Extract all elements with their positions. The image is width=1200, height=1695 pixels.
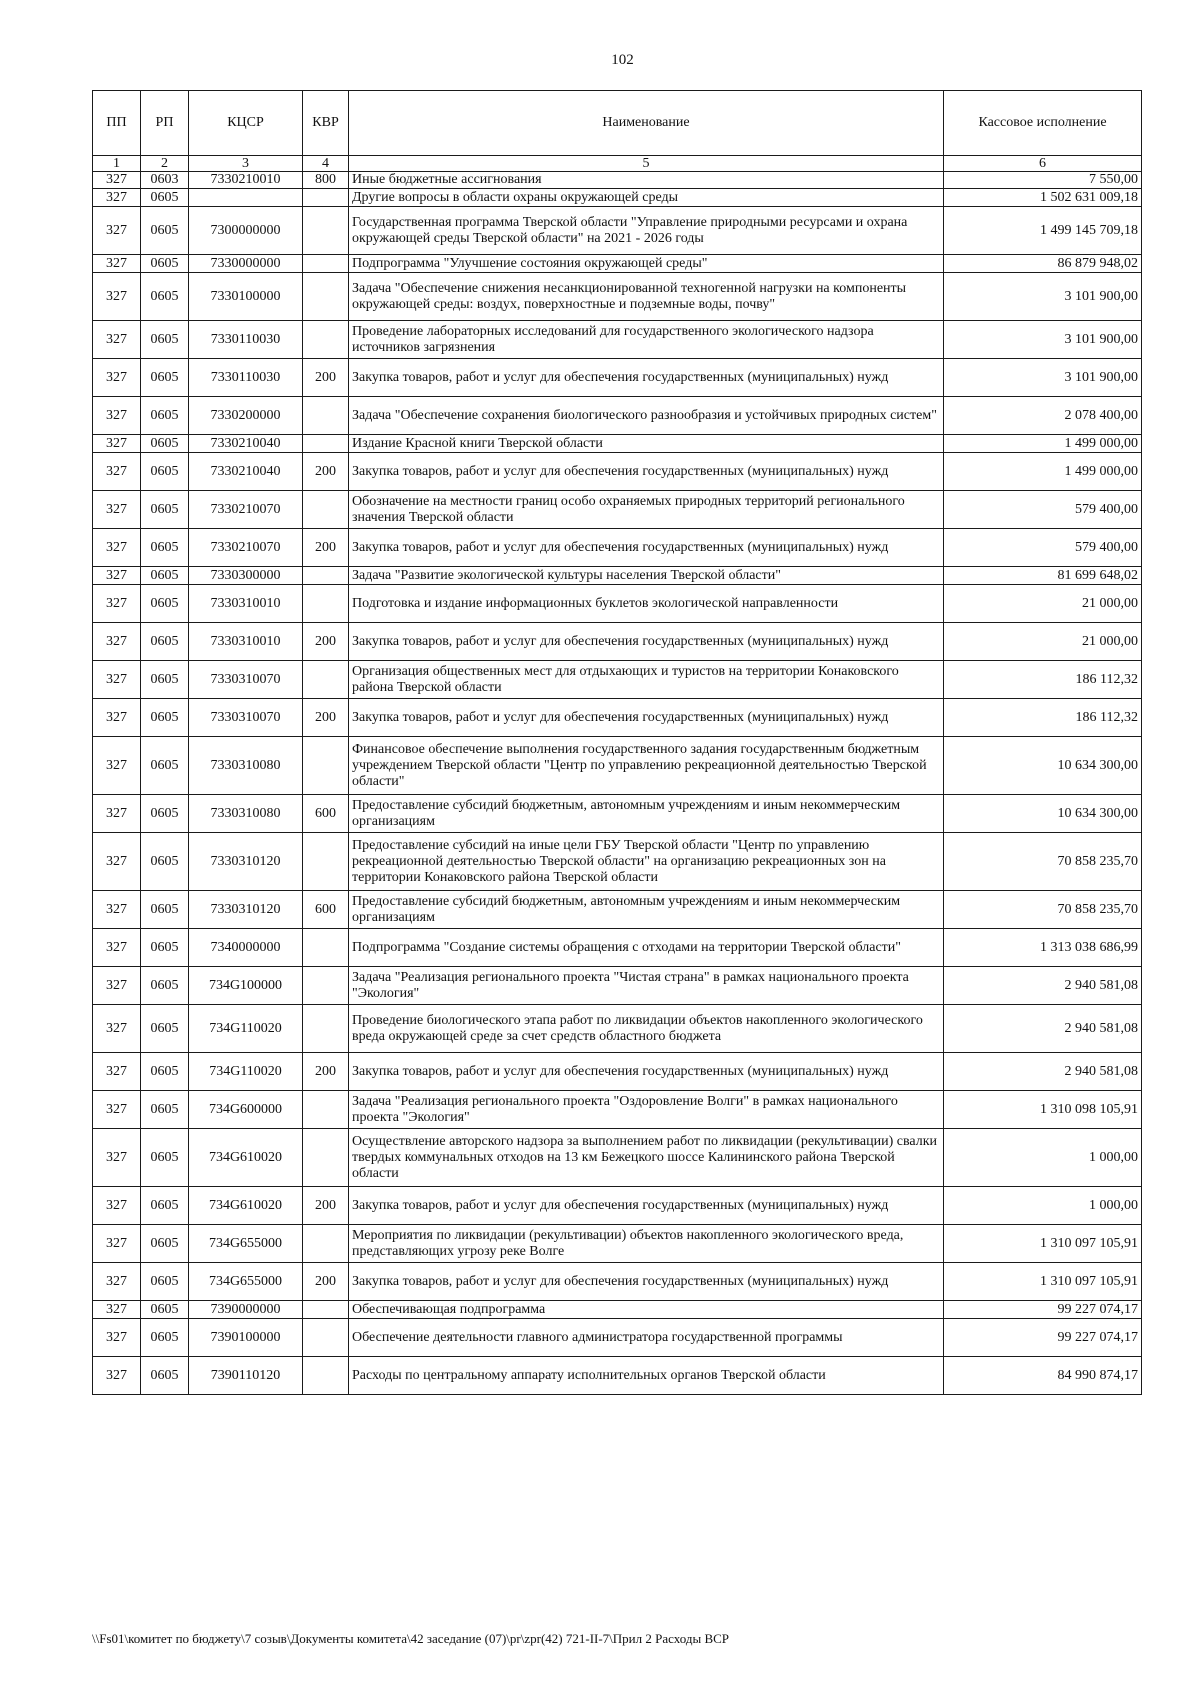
- cell-rp: 0605: [141, 1091, 189, 1129]
- cell-rp: 0605: [141, 567, 189, 585]
- cell-kvr: 200: [303, 1187, 349, 1225]
- cell-name: Закупка товаров, работ и услуг для обеспечения государственных (муниципальных) нужд: [349, 453, 944, 491]
- cell-name: Задача "Развитие экологической культуры населения Тверской области": [349, 567, 944, 585]
- cell-kvr: [303, 661, 349, 699]
- cell-kcsr: 7330300000: [189, 567, 303, 585]
- cell-amount: 1 499 000,00: [944, 435, 1142, 453]
- cell-kcsr: 7330310070: [189, 699, 303, 737]
- cell-amount: 21 000,00: [944, 623, 1142, 661]
- cell-ppp: 327: [93, 172, 141, 189]
- cell-amount: 86 879 948,02: [944, 255, 1142, 273]
- file-path-footer: \\Fs01\комитет по бюджету\7 созыв\Документы комитета\42 заседание (07)\pr\zpr(42) 721-II-7\Прил 2 Расходы ВСР: [92, 1631, 730, 1646]
- cell-name: Государственная программа Тверской области "Управление природными ресурсами и охрана окружающей среды Тверской области" на 2021 - 2026 годы: [349, 207, 944, 255]
- cell-kcsr: 7330310080: [189, 795, 303, 833]
- header-name: Наименование: [349, 91, 944, 156]
- cell-kcsr: 7330210070: [189, 491, 303, 529]
- cell-kcsr: 7330100000: [189, 273, 303, 321]
- table-row: [93, 529, 1142, 567]
- cell-kvr: [303, 567, 349, 585]
- cell-kvr: [303, 435, 349, 453]
- cell-amount: 7 550,00: [944, 172, 1142, 189]
- cell-rp: 0605: [141, 397, 189, 435]
- cell-name: Закупка товаров, работ и услуг для обеспечения государственных (муниципальных) нужд: [349, 1053, 944, 1091]
- cell-kcsr: 734G655000: [189, 1225, 303, 1263]
- cell-name: Подпрограмма "Создание системы обращения с отходами на территории Тверской области": [349, 929, 944, 967]
- cell-kvr: [303, 833, 349, 891]
- page-number: 102: [611, 52, 634, 68]
- cell-amount: 186 112,32: [944, 699, 1142, 737]
- cell-name: Организация общественных мест для отдыхающих и туристов на территории Конаковского района Тверской области: [349, 661, 944, 699]
- cell-name: Предоставление субсидий бюджетным, автономным учреждениям и иным некоммерческим организациям: [349, 891, 944, 929]
- cell-rp: 0605: [141, 1053, 189, 1091]
- cell-rp: 0605: [141, 1319, 189, 1357]
- cell-rp: 0605: [141, 929, 189, 967]
- cell-kvr: [303, 189, 349, 207]
- cell-kvr: [303, 1225, 349, 1263]
- cell-kcsr: 7390100000: [189, 1319, 303, 1357]
- cell-rp: 0605: [141, 833, 189, 891]
- table-row: [93, 1301, 1142, 1319]
- cell-kvr: [303, 1301, 349, 1319]
- table-row: [93, 795, 1142, 833]
- cell-amount: 1 310 098 105,91: [944, 1091, 1142, 1129]
- cell-kcsr: 7330310010: [189, 585, 303, 623]
- cell-kcsr: 7330210010: [189, 172, 303, 189]
- cell-kvr: [303, 1005, 349, 1053]
- cell-kcsr: 7330210070: [189, 529, 303, 567]
- cell-name: Расходы по центральному аппарату исполнительных органов Тверской области: [349, 1357, 944, 1395]
- cell-ppp: 327: [93, 435, 141, 453]
- cell-amount: 1 502 631 009,18: [944, 189, 1142, 207]
- table-row: [93, 453, 1142, 491]
- cell-ppp: 327: [93, 795, 141, 833]
- cell-ppp: 327: [93, 699, 141, 737]
- cell-kvr: [303, 321, 349, 359]
- cell-rp: 0605: [141, 585, 189, 623]
- cell-ppp: 327: [93, 207, 141, 255]
- cell-rp: 0605: [141, 1301, 189, 1319]
- table-row: [93, 891, 1142, 929]
- cell-ppp: 327: [93, 661, 141, 699]
- cell-amount: 1 310 097 105,91: [944, 1263, 1142, 1301]
- table-row: [93, 699, 1142, 737]
- cell-ppp: 327: [93, 1357, 141, 1395]
- table-row: [93, 321, 1142, 359]
- cell-kcsr: 7300000000: [189, 207, 303, 255]
- cell-rp: 0605: [141, 435, 189, 453]
- cell-name: Проведение лабораторных исследований для государственного экологического надзора источников загрязнения: [349, 321, 944, 359]
- cell-kcsr: 7330110030: [189, 321, 303, 359]
- cell-ppp: 327: [93, 321, 141, 359]
- cell-kcsr: 7330310120: [189, 891, 303, 929]
- cell-kcsr: 7330110030: [189, 359, 303, 397]
- cell-kvr: 200: [303, 1053, 349, 1091]
- cell-rp: 0605: [141, 661, 189, 699]
- cell-ppp: 327: [93, 967, 141, 1005]
- table-row: [93, 1357, 1142, 1395]
- cell-kvr: [303, 967, 349, 1005]
- table-row: [93, 359, 1142, 397]
- cell-kvr: 200: [303, 359, 349, 397]
- cell-ppp: 327: [93, 529, 141, 567]
- cell-ppp: 327: [93, 453, 141, 491]
- cell-ppp: 327: [93, 623, 141, 661]
- cell-name: Предоставление субсидий бюджетным, автономным учреждениям и иным некоммерческим организациям: [349, 795, 944, 833]
- cell-amount: 81 699 648,02: [944, 567, 1142, 585]
- cell-amount: 70 858 235,70: [944, 833, 1142, 891]
- table-row: [93, 623, 1142, 661]
- cell-name: Закупка товаров, работ и услуг для обеспечения государственных (муниципальных) нужд: [349, 1263, 944, 1301]
- header-amount: Кассовое исполнение: [944, 91, 1142, 156]
- cell-rp: 0605: [141, 891, 189, 929]
- cell-kvr: 800: [303, 172, 349, 189]
- cell-ppp: 327: [93, 1005, 141, 1053]
- table-header-row: [93, 91, 1142, 156]
- cell-amount: 579 400,00: [944, 529, 1142, 567]
- table-row: [93, 207, 1142, 255]
- cell-rp: 0605: [141, 795, 189, 833]
- cell-kcsr: 7330310120: [189, 833, 303, 891]
- table-row: [93, 397, 1142, 435]
- cell-rp: 0605: [141, 1263, 189, 1301]
- cell-kvr: [303, 1091, 349, 1129]
- table-row: [93, 585, 1142, 623]
- cell-name: Предоставление субсидий на иные цели ГБУ Тверской области "Центр по управлению рекреационной деятельностью Тверской области" на организацию рекреационных зон на территории Конаковского района Тверской области: [349, 833, 944, 891]
- table-row: [93, 1263, 1142, 1301]
- cell-ppp: 327: [93, 1301, 141, 1319]
- header-ppp: ПП: [93, 91, 141, 156]
- cell-amount: 1 000,00: [944, 1129, 1142, 1187]
- cell-ppp: 327: [93, 1187, 141, 1225]
- cell-kcsr: 734G610020: [189, 1187, 303, 1225]
- cell-name: Закупка товаров, работ и услуг для обеспечения государственных (муниципальных) нужд: [349, 623, 944, 661]
- cell-ppp: 327: [93, 1263, 141, 1301]
- table-row: [93, 273, 1142, 321]
- cell-kvr: [303, 255, 349, 273]
- cell-name: Издание Красной книги Тверской области: [349, 435, 944, 453]
- column-number: 4: [303, 156, 349, 172]
- cell-kcsr: 7330310010: [189, 623, 303, 661]
- table-row: [93, 255, 1142, 273]
- cell-name: Мероприятия по ликвидации (рекультивации) объектов накопленного экологического вреда, представляющих угрозу реке Волге: [349, 1225, 944, 1263]
- table-row: [93, 737, 1142, 795]
- cell-amount: 21 000,00: [944, 585, 1142, 623]
- cell-name: Осуществление авторского надзора за выполнением работ по ликвидации (рекультивации) свалки твердых коммунальных отходов на 13 км Бежецкого шоссе Калининского района Тверской области: [349, 1129, 944, 1187]
- table-row: [93, 1129, 1142, 1187]
- table-row: [93, 1053, 1142, 1091]
- table-row: [93, 435, 1142, 453]
- cell-name: Задача "Реализация регионального проекта "Чистая страна" в рамках национального проекта "Экология": [349, 967, 944, 1005]
- cell-rp: 0605: [141, 273, 189, 321]
- cell-amount: 1 499 000,00: [944, 453, 1142, 491]
- table-row: [93, 172, 1142, 189]
- cell-kvr: [303, 1129, 349, 1187]
- cell-kvr: 200: [303, 529, 349, 567]
- cell-rp: 0605: [141, 529, 189, 567]
- cell-ppp: 327: [93, 273, 141, 321]
- cell-amount: 3 101 900,00: [944, 321, 1142, 359]
- cell-rp: 0603: [141, 172, 189, 189]
- cell-kvr: [303, 491, 349, 529]
- cell-name: Закупка товаров, работ и услуг для обеспечения государственных (муниципальных) нужд: [349, 699, 944, 737]
- cell-kcsr: 7390000000: [189, 1301, 303, 1319]
- column-number: 1: [93, 156, 141, 172]
- cell-kcsr: 7390110120: [189, 1357, 303, 1395]
- cell-rp: 0605: [141, 207, 189, 255]
- cell-kvr: 200: [303, 453, 349, 491]
- cell-amount: 2 940 581,08: [944, 1053, 1142, 1091]
- column-number: 2: [141, 156, 189, 172]
- cell-amount: 1 310 097 105,91: [944, 1225, 1142, 1263]
- column-number: 5: [349, 156, 944, 172]
- table-row: [93, 567, 1142, 585]
- cell-name: Обозначение на местности границ особо охраняемых природных территорий регионального значения Тверской области: [349, 491, 944, 529]
- cell-kcsr: 734G600000: [189, 1091, 303, 1129]
- cell-kvr: [303, 397, 349, 435]
- cell-name: Другие вопросы в области охраны окружающей среды: [349, 189, 944, 207]
- cell-kcsr: 7330210040: [189, 453, 303, 491]
- budget-table: [92, 90, 1142, 1395]
- cell-amount: 84 990 874,17: [944, 1357, 1142, 1395]
- cell-kvr: 200: [303, 623, 349, 661]
- cell-kvr: [303, 737, 349, 795]
- cell-kcsr: 734G110020: [189, 1005, 303, 1053]
- cell-kcsr: 7330000000: [189, 255, 303, 273]
- cell-amount: 579 400,00: [944, 491, 1142, 529]
- cell-kcsr: 7340000000: [189, 929, 303, 967]
- cell-ppp: 327: [93, 1319, 141, 1357]
- cell-kcsr: 7330200000: [189, 397, 303, 435]
- cell-rp: 0605: [141, 1129, 189, 1187]
- cell-kcsr: 734G655000: [189, 1263, 303, 1301]
- cell-name: Задача "Реализация регионального проекта "Оздоровление Волги" в рамках национального проекта "Экология": [349, 1091, 944, 1129]
- cell-amount: 2 078 400,00: [944, 397, 1142, 435]
- cell-kcsr: [189, 189, 303, 207]
- cell-name: Иные бюджетные ассигнования: [349, 172, 944, 189]
- cell-ppp: 327: [93, 189, 141, 207]
- cell-ppp: 327: [93, 255, 141, 273]
- cell-ppp: 327: [93, 1129, 141, 1187]
- cell-rp: 0605: [141, 1357, 189, 1395]
- cell-amount: 3 101 900,00: [944, 273, 1142, 321]
- cell-kcsr: 7330210040: [189, 435, 303, 453]
- cell-kcsr: 7330310080: [189, 737, 303, 795]
- cell-name: Подпрограмма "Улучшение состояния окружающей среды": [349, 255, 944, 273]
- table-row: [93, 967, 1142, 1005]
- column-number-row: [93, 156, 1142, 172]
- cell-amount: 2 940 581,08: [944, 967, 1142, 1005]
- cell-rp: 0605: [141, 255, 189, 273]
- cell-name: Подготовка и издание информационных буклетов экологической направленности: [349, 585, 944, 623]
- cell-name: Закупка товаров, работ и услуг для обеспечения государственных (муниципальных) нужд: [349, 1187, 944, 1225]
- cell-kvr: [303, 929, 349, 967]
- cell-rp: 0605: [141, 1225, 189, 1263]
- cell-kvr: 600: [303, 891, 349, 929]
- cell-kcsr: 734G110020: [189, 1053, 303, 1091]
- table-row: [93, 661, 1142, 699]
- cell-ppp: 327: [93, 491, 141, 529]
- cell-ppp: 327: [93, 891, 141, 929]
- cell-amount: 1 499 145 709,18: [944, 207, 1142, 255]
- cell-rp: 0605: [141, 699, 189, 737]
- cell-amount: 3 101 900,00: [944, 359, 1142, 397]
- table-row: [93, 189, 1142, 207]
- cell-name: Проведение биологического этапа работ по ликвидации объектов накопленного экологического вреда окружающей среде за счет средств областного бюджета: [349, 1005, 944, 1053]
- cell-amount: 1 313 038 686,99: [944, 929, 1142, 967]
- cell-rp: 0605: [141, 967, 189, 1005]
- cell-ppp: 327: [93, 1225, 141, 1263]
- cell-amount: 99 227 074,17: [944, 1301, 1142, 1319]
- cell-name: Закупка товаров, работ и услуг для обеспечения государственных (муниципальных) нужд: [349, 359, 944, 397]
- cell-kvr: [303, 273, 349, 321]
- cell-kvr: 200: [303, 699, 349, 737]
- table-row: [93, 929, 1142, 967]
- table-row: [93, 833, 1142, 891]
- cell-ppp: 327: [93, 1091, 141, 1129]
- table-row: [93, 1319, 1142, 1357]
- cell-kvr: [303, 1319, 349, 1357]
- table-row: [93, 1091, 1142, 1129]
- cell-amount: 70 858 235,70: [944, 891, 1142, 929]
- cell-kcsr: 7330310070: [189, 661, 303, 699]
- cell-rp: 0605: [141, 321, 189, 359]
- table-row: [93, 1225, 1142, 1263]
- cell-rp: 0605: [141, 737, 189, 795]
- cell-name: Закупка товаров, работ и услуг для обеспечения государственных (муниципальных) нужд: [349, 529, 944, 567]
- cell-rp: 0605: [141, 359, 189, 397]
- cell-amount: 10 634 300,00: [944, 737, 1142, 795]
- cell-rp: 0605: [141, 623, 189, 661]
- cell-name: Задача "Обеспечение сохранения биологического разнообразия и устойчивых природных систем": [349, 397, 944, 435]
- header-kcsr: КЦСР: [189, 91, 303, 156]
- cell-ppp: 327: [93, 929, 141, 967]
- cell-amount: 186 112,32: [944, 661, 1142, 699]
- cell-ppp: 327: [93, 359, 141, 397]
- cell-rp: 0605: [141, 453, 189, 491]
- cell-name: Финансовое обеспечение выполнения государственного задания государственным бюджетным учреждением Тверской области "Центр по управлению рекреационной деятельностью Тверской области": [349, 737, 944, 795]
- cell-kvr: [303, 585, 349, 623]
- header-rp: РП: [141, 91, 189, 156]
- cell-amount: 99 227 074,17: [944, 1319, 1142, 1357]
- cell-amount: 10 634 300,00: [944, 795, 1142, 833]
- cell-name: Обеспечение деятельности главного администратора государственной программы: [349, 1319, 944, 1357]
- cell-ppp: 327: [93, 397, 141, 435]
- cell-kvr: 600: [303, 795, 349, 833]
- column-number: 6: [944, 156, 1142, 172]
- table-row: [93, 1005, 1142, 1053]
- cell-ppp: 327: [93, 585, 141, 623]
- table-row: [93, 1187, 1142, 1225]
- cell-rp: 0605: [141, 1005, 189, 1053]
- cell-name: Задача "Обеспечение снижения несанкционированной техногенной нагрузки на компоненты окружающей среды: воздух, поверхностные и подземные воды, почву": [349, 273, 944, 321]
- cell-kvr: [303, 1357, 349, 1395]
- cell-kvr: 200: [303, 1263, 349, 1301]
- cell-kvr: [303, 207, 349, 255]
- cell-ppp: 327: [93, 833, 141, 891]
- cell-ppp: 327: [93, 737, 141, 795]
- cell-rp: 0605: [141, 1187, 189, 1225]
- column-number: 3: [189, 156, 303, 172]
- cell-rp: 0605: [141, 491, 189, 529]
- cell-kcsr: 734G100000: [189, 967, 303, 1005]
- cell-rp: 0605: [141, 189, 189, 207]
- cell-amount: 1 000,00: [944, 1187, 1142, 1225]
- header-kvr: КВР: [303, 91, 349, 156]
- cell-ppp: 327: [93, 567, 141, 585]
- cell-name: Обеспечивающая подпрограмма: [349, 1301, 944, 1319]
- cell-ppp: 327: [93, 1053, 141, 1091]
- cell-amount: 2 940 581,08: [944, 1005, 1142, 1053]
- table-row: [93, 491, 1142, 529]
- cell-kcsr: 734G610020: [189, 1129, 303, 1187]
- table-body: [93, 172, 1142, 1395]
